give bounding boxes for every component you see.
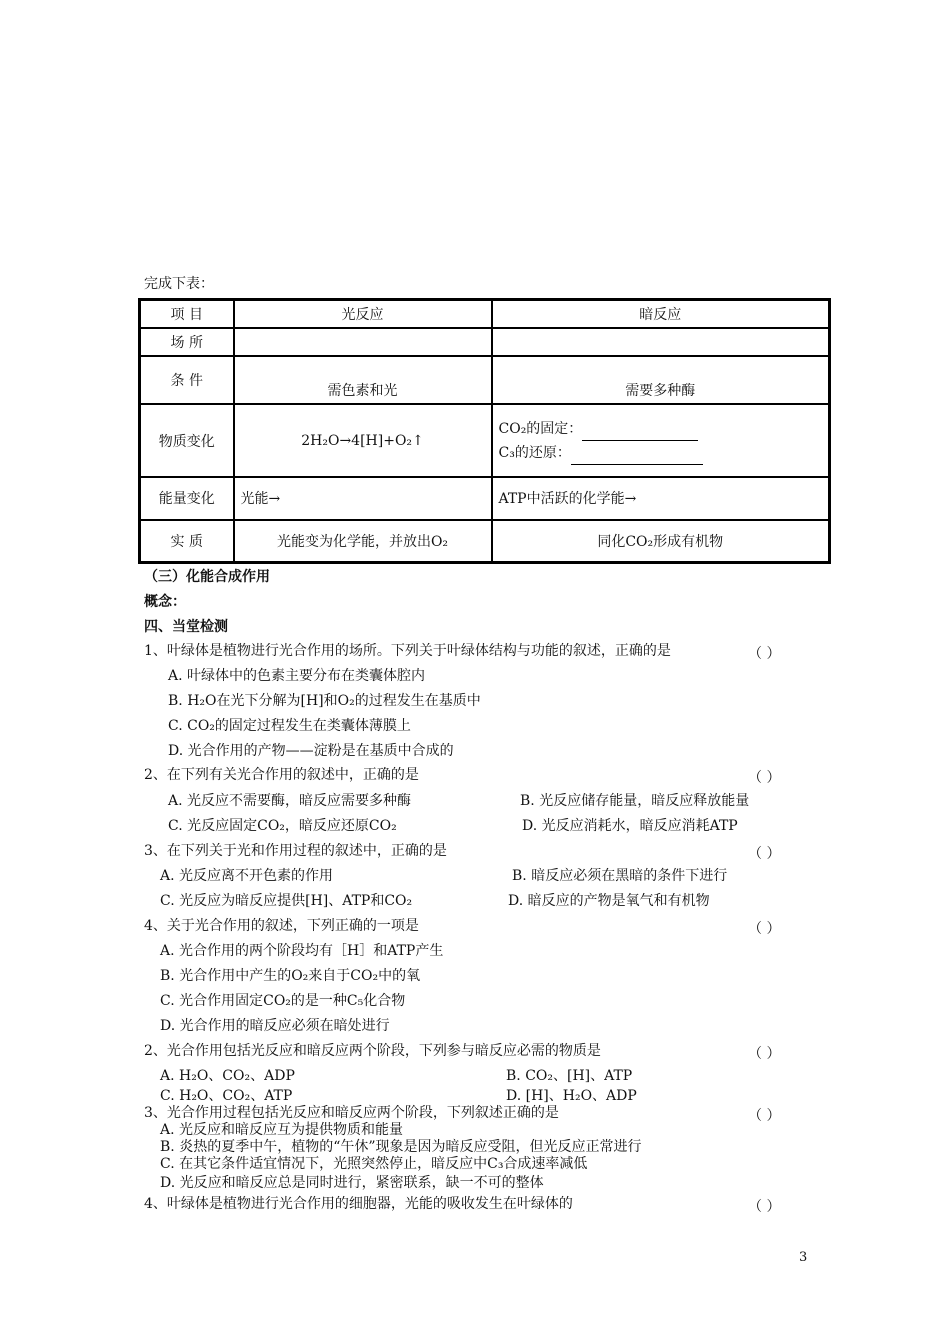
- question-option: D. 光反应和暗反应总是同时进行，紧密联系，缺一不可的整体: [160, 1175, 544, 1191]
- question-option: C. H₂O、CO₂、ATP: [160, 1088, 293, 1104]
- energy-light-cell: 光能→: [234, 477, 492, 519]
- question-option: B. H₂O在光下分解为[H]和O₂的过程发生在基质中: [168, 693, 481, 709]
- energy-dark-cell: ATP中活跃的化学能→: [492, 477, 830, 519]
- co2-fixation-blank[interactable]: [582, 428, 698, 441]
- question-stem: 1、叶绿体是植物进行光合作用的场所。下列关于叶绿体结构与功能的叙述，正确的是: [144, 643, 671, 659]
- condition-light-cell: [234, 356, 492, 404]
- c3-reduction-label: C₃的还原：: [498, 444, 571, 461]
- question-option: C. 光合作用固定CO₂的是一种C₅化合物: [160, 993, 406, 1009]
- row-label-material: 物质变化: [140, 404, 234, 477]
- row-label-energy: 能量变化: [140, 477, 234, 519]
- question-option: D. [H]、H₂O、ADP: [506, 1088, 637, 1104]
- question-option: B. 暗反应必须在黑暗的条件下进行: [512, 868, 728, 884]
- answer-paren[interactable]: （ ）: [748, 1108, 781, 1124]
- question-stem: 2、在下列有关光合作用的叙述中，正确的是: [144, 767, 419, 783]
- c3-reduction-blank[interactable]: [571, 452, 703, 465]
- place-light-cell: [234, 328, 492, 356]
- question-option: A. 叶绿体中的色素主要分布在类囊体腔内: [168, 668, 426, 684]
- question-option: A. 光反应离不开色素的作用: [160, 868, 334, 884]
- question-option: D. 暗反应的产物是氧气和有机物: [508, 893, 710, 909]
- question-stem: 3、光合作用过程包括光反应和暗反应两个阶段，下列叙述正确的是: [144, 1105, 559, 1121]
- answer-paren[interactable]: （ ）: [748, 1046, 781, 1062]
- question-option: C. 光反应固定CO₂，暗反应还原CO₂: [168, 818, 397, 834]
- answer-paren[interactable]: （ ）: [748, 921, 781, 937]
- question-stem: 3、在下列关于光和作用过程的叙述中，正确的是: [144, 843, 447, 859]
- question-option: A. 光反应不需要酶，暗反应需要多种酶: [168, 793, 412, 809]
- question-option: D. 光反应消耗水，暗反应消耗ATP: [522, 818, 738, 834]
- row-label-condition: 条 件: [140, 356, 234, 404]
- question-option: B. CO₂、[H]、ATP: [506, 1068, 633, 1084]
- answer-paren[interactable]: （ ）: [748, 770, 781, 786]
- answer-paren[interactable]: （ ）: [748, 646, 781, 662]
- question-stem: 2、光合作用包括光反应和暗反应两个阶段，下列参与暗反应必需的物质是: [144, 1043, 601, 1059]
- question-option: D. 光合作用的暗反应必须在暗处进行: [160, 1018, 390, 1034]
- section3-title: （三）化能合成作用: [144, 569, 270, 585]
- table-intro: 完成下表：: [144, 276, 214, 292]
- row-label-essence: 实 质: [140, 520, 234, 563]
- question-option: C. 在其它条件适宜情况下，光照突然停止，暗反应中C₃合成速率减低: [160, 1156, 588, 1172]
- answer-paren[interactable]: （ ）: [748, 1199, 781, 1215]
- page-number: 3: [799, 1250, 808, 1265]
- essence-light-cell: 光能变为化学能，并放出O₂: [234, 520, 492, 563]
- condition-dark-text: 需要多种酶: [625, 383, 696, 400]
- header-light: 光反应: [234, 300, 492, 328]
- question-option: B. 光反应储存能量，暗反应释放能量: [520, 793, 750, 809]
- header-item: 项 目: [140, 300, 234, 328]
- question-option: C. 光反应为暗反应提供[H]、ATP和CO₂: [160, 893, 413, 909]
- question-option: D. 光合作用的产物——淀粉是在基质中合成的: [168, 743, 454, 759]
- question-stem: 4、关于光合作用的叙述，下列正确的一项是: [144, 918, 419, 934]
- condition-dark-cell: [492, 356, 830, 404]
- question-stem: 4、叶绿体是植物进行光合作用的细胞器，光能的吸收发生在叶绿体的: [144, 1196, 573, 1212]
- question-option: A. 光合作用的两个阶段均有［H］和ATP产生: [160, 943, 444, 959]
- question-option: B. 炎热的夏季中午，植物的“午休”现象是因为暗反应受阻，但光反应正常进行: [160, 1139, 642, 1155]
- question-option: A. 光反应和暗反应互为提供物质和能量: [160, 1122, 404, 1138]
- answer-paren[interactable]: （ ）: [748, 846, 781, 862]
- question-option: A. H₂O、CO₂、ADP: [160, 1068, 295, 1084]
- row-label-place: 场 所: [140, 328, 234, 356]
- co2-fixation-label: CO₂的固定：: [498, 420, 583, 437]
- question-option: B. 光合作用中产生的O₂来自于CO₂中的氧: [160, 968, 421, 984]
- question-option: C. CO₂的固定过程发生在类囊体薄膜上: [168, 718, 411, 734]
- condition-light-text: 需色素和光: [327, 383, 398, 400]
- comparison-table: [138, 298, 831, 564]
- material-light-cell: 2H₂O→4[H]+O₂↑: [234, 404, 492, 477]
- place-dark-cell: [492, 328, 830, 356]
- material-dark-cell: [492, 404, 830, 477]
- section4-title: 四、当堂检测: [144, 619, 228, 635]
- concept-label: 概念：: [144, 594, 186, 610]
- essence-dark-cell: 同化CO₂形成有机物: [492, 520, 830, 563]
- header-dark: 暗反应: [492, 300, 830, 328]
